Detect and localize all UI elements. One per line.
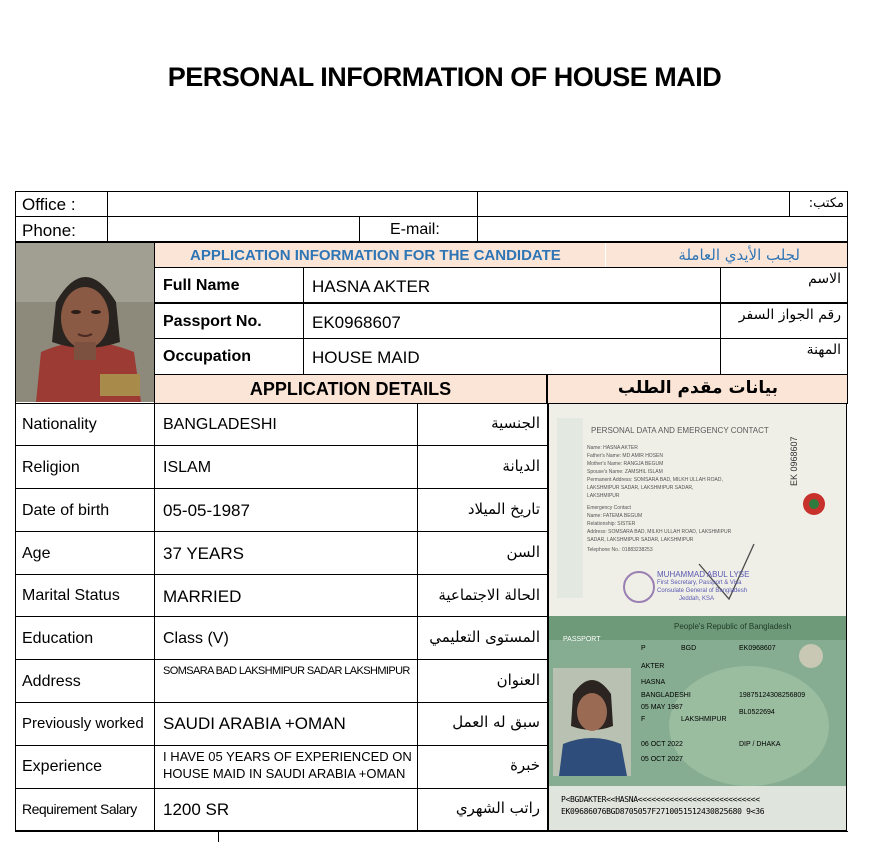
divider bbox=[154, 403, 155, 831]
passport-expiry: 05 OCT 2027 bbox=[641, 756, 683, 763]
contact-line: Mother's Name: RANGJA BEGUM bbox=[587, 461, 664, 467]
age-label: Age bbox=[22, 545, 51, 562]
contact-line: LAKSHMIPUR SADAR, LAKSHMIPUR SADAR, bbox=[587, 485, 694, 491]
passport-vertical-number: EK 0968607 bbox=[789, 436, 799, 486]
dob-label-ar: تاريخ الميلاد bbox=[467, 500, 540, 518]
email-label: E-mail: bbox=[390, 221, 440, 238]
religion-label: Religion bbox=[22, 459, 80, 476]
full-name-label-ar: الاسم bbox=[808, 271, 841, 287]
office-label-ar: مكتب: bbox=[808, 196, 844, 211]
passport-personal-no: 19875124308256809 bbox=[739, 692, 806, 699]
passport-sex: F bbox=[641, 716, 646, 723]
divider bbox=[720, 268, 721, 374]
previously-worked-label-ar: سبق له العمل bbox=[452, 713, 540, 731]
passport-no-value: EK0968607 bbox=[312, 313, 401, 332]
divider bbox=[155, 302, 847, 304]
contact-line: Address: SOMSARA BAD, MILKH ULLAH ROAD, LAKSHMIPUR bbox=[587, 529, 732, 535]
salary-value: 1200 SR bbox=[163, 800, 230, 819]
divider bbox=[155, 338, 847, 339]
experience-value-line2: HOUSE MAID IN SAUDI ARABIA +OMAN bbox=[163, 766, 406, 781]
passport-word: PASSPORT bbox=[563, 636, 601, 643]
nationality-label-ar: الجنسية bbox=[491, 414, 540, 432]
phone-field[interactable] bbox=[108, 217, 358, 241]
contact-line: Relationship: SISTER bbox=[587, 521, 636, 527]
passport-bio-page bbox=[549, 616, 846, 830]
passport-authority: DIP / DHAKA bbox=[739, 741, 781, 748]
divider bbox=[15, 788, 548, 789]
passport-issue-date: 06 OCT 2022 bbox=[641, 741, 683, 748]
divider bbox=[359, 216, 360, 242]
office-label: Office : bbox=[22, 195, 76, 214]
experience-label: Experience bbox=[22, 758, 103, 775]
marital-status-label-ar: الحالة الاجتماعية bbox=[438, 586, 540, 604]
dob-value: 05-05-1987 bbox=[163, 501, 250, 520]
contact-line: Name: HASNA AKTER bbox=[587, 445, 638, 451]
marital-status-label: Marital Status bbox=[22, 587, 120, 604]
passport-contact-page bbox=[549, 404, 846, 616]
previously-worked-value: SAUDI ARABIA +OMAN bbox=[163, 714, 346, 733]
education-label-ar: المستوى التعليمي bbox=[429, 628, 540, 646]
education-label: Education bbox=[22, 630, 94, 647]
divider bbox=[15, 702, 548, 703]
passport-surname: AKTER bbox=[641, 663, 665, 670]
passport-birthplace: LAKSHMIPUR bbox=[681, 716, 727, 723]
occupation-label-ar: المهنة bbox=[806, 342, 841, 358]
office-field[interactable] bbox=[108, 192, 476, 216]
contact-line: SADAR, LAKSHMIPUR SADAR, LAKSHMIPUR bbox=[587, 537, 694, 543]
passport-prev-no: BL0522694 bbox=[739, 709, 775, 716]
passport-dob: 05 MAY 1987 bbox=[641, 704, 683, 711]
occupation-label: Occupation bbox=[163, 348, 252, 365]
contact-line: Telephone No.: 01883238253 bbox=[587, 547, 653, 553]
education-value: Class (V) bbox=[163, 630, 229, 647]
divider bbox=[15, 488, 548, 489]
age-label-ar: السن bbox=[506, 543, 540, 561]
stamp-name: MUHAMMAD ABUL LYSE bbox=[657, 570, 750, 579]
full-name-label: Full Name bbox=[163, 277, 240, 294]
passport-country: People's Republic of Bangladesh bbox=[674, 622, 792, 631]
previously-worked-label: Previously worked bbox=[22, 715, 144, 732]
passport-given: HASNA bbox=[641, 679, 666, 686]
age-value: 37 YEARS bbox=[163, 544, 244, 563]
salary-label-ar: راتب الشهري bbox=[455, 799, 540, 817]
stamp-line: Jeddah, KSA bbox=[679, 596, 715, 602]
contact-line: Permanent Address: SOMSARA BAD, MILKH ULLAH ROAD, bbox=[587, 477, 723, 483]
passport-mrz-line1: P<BGDAKTER<<HASNA<<<<<<<<<<<<<<<<<<<<<<<<<<< bbox=[561, 795, 760, 804]
contact-line: Spouse's Name: ZAMSHIL ISLAM bbox=[587, 469, 663, 475]
divider bbox=[546, 375, 548, 403]
divider bbox=[15, 574, 548, 575]
divider bbox=[155, 267, 847, 268]
address-label: Address bbox=[22, 673, 81, 690]
contact-line: Father's Name: MD AMIR HOSEN bbox=[587, 453, 663, 459]
page-title: PERSONAL INFORMATION OF HOUSE MAID bbox=[167, 62, 722, 92]
address-value: SOMSARA BAD LAKSHMIPUR SADAR LAKSHMIPUR bbox=[163, 665, 410, 677]
religion-label-ar: الديانة bbox=[502, 457, 540, 475]
nationality-value: BANGLADESHI bbox=[163, 416, 277, 433]
address-label-ar: العنوان bbox=[496, 671, 540, 689]
divider bbox=[218, 831, 219, 842]
full-name-value: HASNA AKTER bbox=[312, 277, 431, 296]
marital-status-value: MARRIED bbox=[163, 587, 242, 606]
nationality-label: Nationality bbox=[22, 416, 97, 433]
experience-value-line1: I HAVE 05 YEARS OF EXPERIENCED ON bbox=[163, 749, 412, 764]
divider bbox=[15, 445, 548, 446]
divider bbox=[789, 191, 790, 217]
divider bbox=[15, 831, 848, 832]
divider bbox=[15, 531, 548, 532]
divider bbox=[605, 243, 606, 267]
passport-mrz-line2: EK09686076BGD8705057F2710051512430825680 9<36 bbox=[561, 807, 765, 816]
stamp-line: First Secretary, Passport & Visa bbox=[657, 580, 742, 586]
passport-no-label: Passport No. bbox=[163, 313, 262, 330]
details-title: APPLICATION DETAILS bbox=[249, 379, 452, 399]
divider bbox=[15, 616, 548, 617]
religion-value: ISLAM bbox=[163, 459, 212, 476]
salary-label: Requirement Salary bbox=[22, 801, 137, 817]
email-field[interactable] bbox=[478, 217, 846, 241]
divider bbox=[15, 659, 548, 660]
contact-line: Emergency Contact bbox=[587, 505, 631, 511]
divider bbox=[303, 268, 304, 374]
passport-nationality: BANGLADESHI bbox=[641, 692, 691, 699]
contact-title: PERSONAL DATA AND EMERGENCY CONTACT bbox=[591, 426, 769, 435]
stamp-line: Consulate General of Bangladesh bbox=[657, 588, 748, 594]
candidate-section-title-ar: لجلب الأيدي العاملة bbox=[678, 246, 800, 264]
details-title-ar: بيانات مقدم الطلب bbox=[617, 378, 779, 398]
phone-label: Phone: bbox=[22, 221, 76, 240]
candidate-section-title: APPLICATION INFORMATION FOR THE CANDIDATE bbox=[190, 247, 561, 264]
experience-label-ar: خبرة bbox=[510, 756, 540, 774]
passport-type: P bbox=[641, 645, 646, 652]
occupation-value: HOUSE MAID bbox=[312, 348, 420, 367]
contact-line: LAKSHMIPUR bbox=[587, 493, 620, 499]
passport-scan bbox=[548, 403, 847, 831]
dob-label: Date of birth bbox=[22, 502, 110, 519]
passport-no-label-ar: رقم الجواز السفر bbox=[738, 307, 841, 323]
passport-code: BGD bbox=[681, 645, 697, 652]
divider bbox=[15, 745, 548, 746]
divider bbox=[477, 191, 478, 217]
contact-line: Name: FATEMA BEGUM bbox=[587, 513, 643, 519]
divider bbox=[417, 403, 418, 831]
passport-number: EK0968607 bbox=[739, 645, 776, 652]
